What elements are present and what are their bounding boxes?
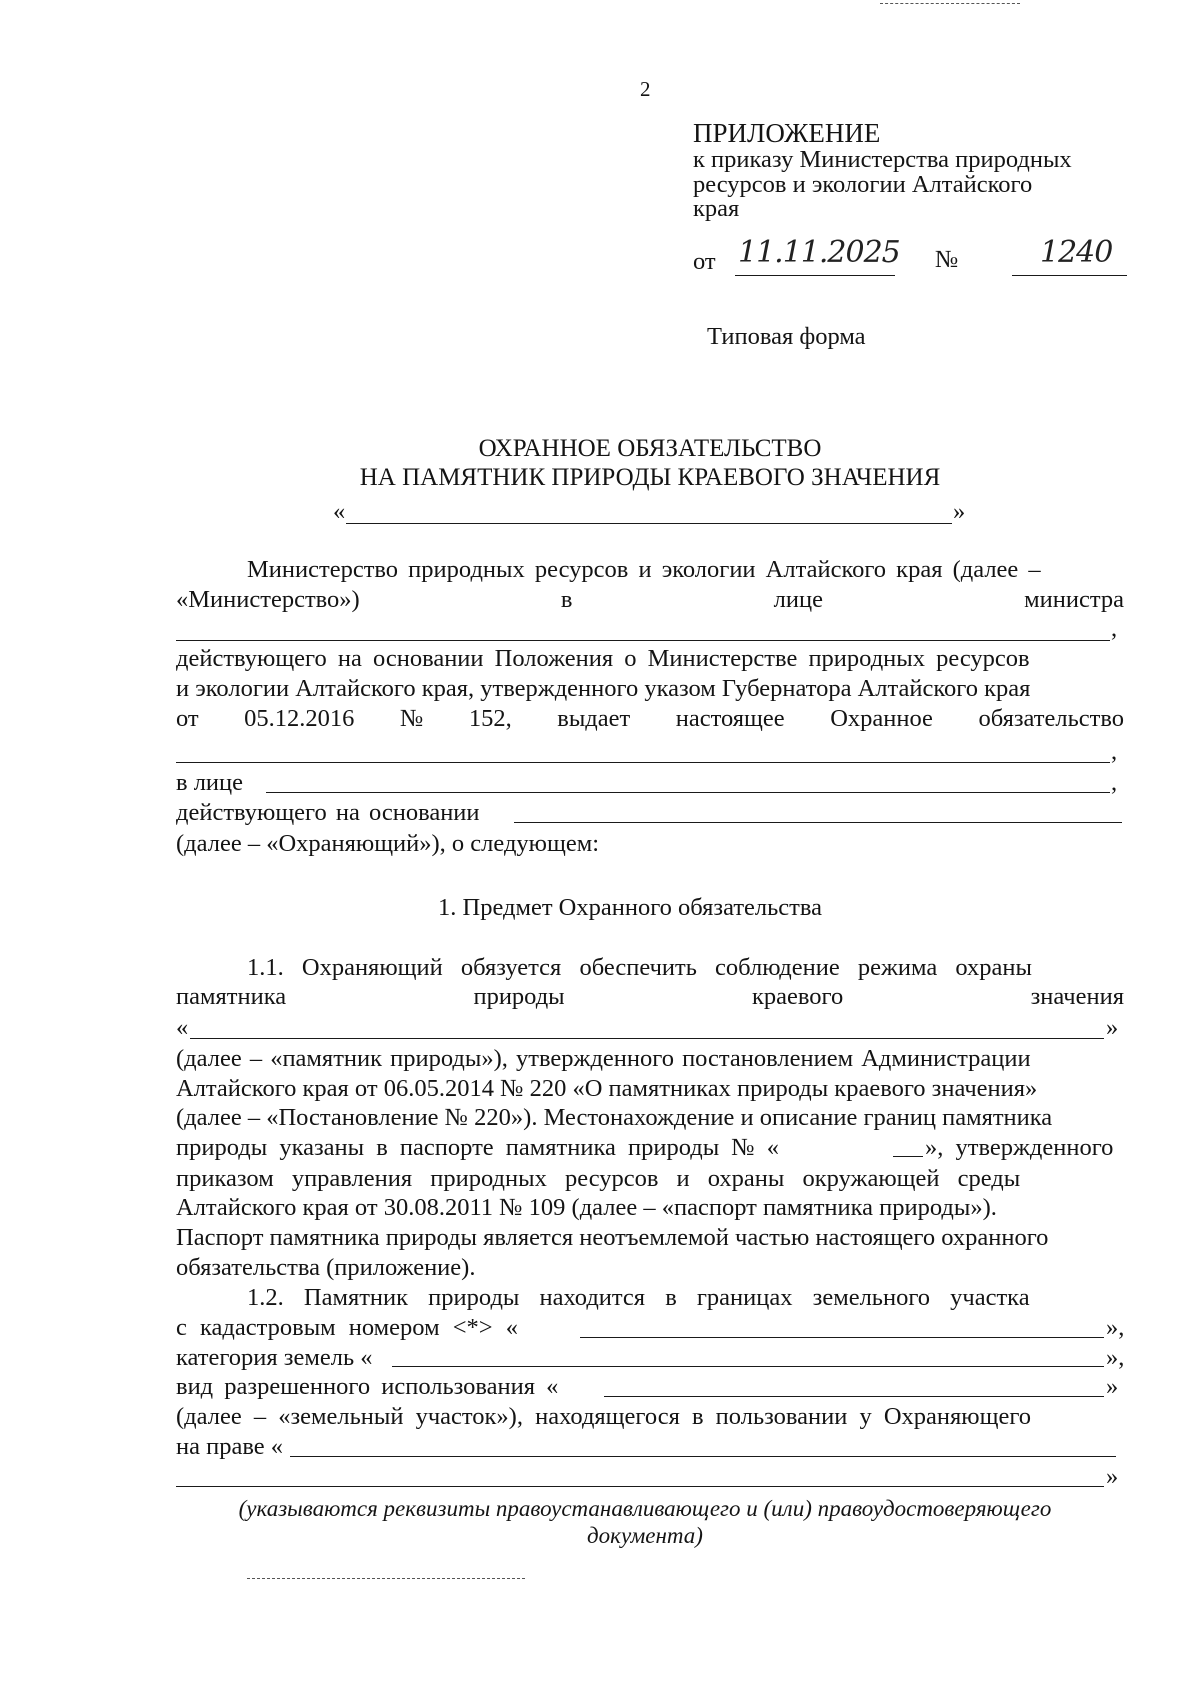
intro-word: 05.12.2016	[244, 705, 355, 732]
intro-line-2	[176, 585, 1124, 615]
p11-line-7b: », утвержденного	[925, 1134, 1114, 1161]
intro-comma-1: ,	[1111, 615, 1118, 642]
permitted-use-blank	[604, 1396, 1104, 1397]
p11-open-quote: «	[176, 1014, 189, 1041]
section-1-heading: 1. Предмет Охранного обязательства	[438, 894, 822, 921]
p12-line-5: (далее – «земельный участок»), находящегося в пользовании у Охраняющего	[176, 1403, 1032, 1430]
document-note-line-1: (указываются реквизиты правоустанавливающего и (или) правоудостоверяющего	[238, 1496, 1052, 1521]
number-underline	[1012, 275, 1127, 276]
page-number: 2	[640, 77, 651, 101]
title-close-quote: »	[953, 498, 966, 525]
intro-word: обязательство	[978, 705, 1124, 732]
intro-basis-label: действующего на основании	[176, 799, 480, 826]
p12-category-end: »,	[1106, 1344, 1125, 1371]
number-handwritten: 1240	[1040, 235, 1113, 270]
guardian-name-blank	[176, 762, 1110, 763]
intro-word: в	[560, 586, 573, 613]
scan-artifact-line	[880, 3, 1020, 4]
intro-word: «Министерство»)	[176, 586, 360, 613]
intro-word: №	[399, 705, 424, 732]
right-document-blank-1	[290, 1456, 1116, 1457]
p12-category-label: категория земель «	[176, 1344, 373, 1371]
appendix-line-1: к приказу Министерства природных	[693, 146, 1072, 173]
appendix-line-3: края	[693, 195, 740, 222]
intro-in-person-label: в лице	[176, 769, 244, 796]
title-name-blank	[346, 523, 952, 524]
p11-word: памятника	[176, 983, 287, 1010]
title-line-1: ОХРАННОЕ ОБЯЗАТЕЛЬСТВО	[478, 435, 822, 462]
intro-comma-3: ,	[1111, 769, 1118, 796]
p11-line-10: Паспорт памятника природы является неотъемлемой частью настоящего охранного	[176, 1224, 1049, 1251]
p11-line-11: обязательства (приложение).	[176, 1254, 476, 1281]
p12-right-label: на праве «	[176, 1433, 284, 1460]
intro-word: министра	[1024, 586, 1124, 613]
p12-cadastral-end: »,	[1106, 1314, 1125, 1341]
p11-word: краевого	[752, 983, 844, 1010]
p11-line-7a: природы указаны в паспорте памятника природы № «	[176, 1134, 780, 1161]
intro-word: от	[176, 705, 199, 732]
form-type-label: Типовая форма	[707, 323, 866, 350]
appendix-line-2: ресурсов и экологии Алтайского	[693, 171, 1033, 198]
p11-line-8: приказом управления природных ресурсов и охраны окружающей среды	[176, 1165, 1021, 1192]
p11-line-6: (далее – «Постановление № 220»). Местонахождение и описание границ памятника	[176, 1104, 1053, 1131]
intro-word: настоящее	[675, 705, 785, 732]
intro-word: выдает	[557, 705, 631, 732]
footnote-separator	[247, 1578, 525, 1579]
monument-name-blank	[190, 1038, 1104, 1039]
document-note-line-2: документа)	[587, 1523, 703, 1548]
intro-line-10: (далее – «Охраняющий»), о следующем:	[176, 830, 600, 857]
intro-word: Охранное	[830, 705, 933, 732]
p11-word: значения	[1030, 983, 1124, 1010]
intro-word: лице	[773, 586, 823, 613]
p12-right-end: »	[1106, 1463, 1119, 1490]
intro-comma-2: ,	[1111, 738, 1118, 765]
minister-name-blank	[176, 640, 1110, 641]
p11-close-quote: »	[1106, 1014, 1119, 1041]
right-document-blank-2	[176, 1486, 1104, 1487]
p11-line-5: Алтайского края от 06.05.2014 № 220 «О памятниках природы краевого значения»	[176, 1075, 1038, 1102]
intro-line-1: Министерство природных ресурсов и экологии Алтайского края (далее –	[247, 556, 1041, 583]
appendix-heading: ПРИЛОЖЕНИЕ	[693, 118, 881, 148]
from-label: от	[693, 248, 716, 275]
p12-cadastral-label: с кадастровым номером <*> «	[176, 1314, 518, 1341]
cadastral-number-blank	[580, 1337, 1104, 1338]
p12-line-1: 1.2. Памятник природы находится в границах земельного участка	[247, 1284, 1030, 1311]
representative-blank	[266, 792, 1110, 793]
p11-line-4: (далее – «памятник природы»), утвержденного постановлением Администрации	[176, 1045, 1031, 1072]
intro-line-6	[176, 704, 1124, 734]
basis-blank	[514, 822, 1122, 823]
date-handwritten: 11.11.2025	[738, 235, 900, 270]
intro-line-5: и экологии Алтайского края, утвержденного указом Губернатора Алтайского края	[176, 675, 1031, 702]
passport-number-blank	[893, 1156, 923, 1157]
intro-line-4: действующего на основании Положения о Министерстве природных ресурсов	[176, 645, 1030, 672]
land-category-blank	[392, 1366, 1104, 1367]
p12-permitted-use-end: »	[1106, 1373, 1119, 1400]
date-underline	[735, 275, 895, 276]
intro-word: 152,	[468, 705, 512, 732]
p11-word: природы	[473, 983, 565, 1010]
p12-permitted-use-label: вид разрешенного использования «	[176, 1373, 559, 1400]
title-open-quote: «	[333, 498, 346, 525]
p11-line-2	[176, 982, 1124, 1012]
title-line-2: НА ПАМЯТНИК ПРИРОДЫ КРАЕВОГО ЗНАЧЕНИЯ	[359, 464, 941, 491]
number-label: №	[935, 246, 959, 273]
p11-line-9: Алтайского края от 30.08.2011 № 109 (далее – «паспорт памятника природы»).	[176, 1194, 997, 1221]
p11-line-1: 1.1. Охраняющий обязуется обеспечить соблюдение режима охраны	[247, 954, 1032, 981]
